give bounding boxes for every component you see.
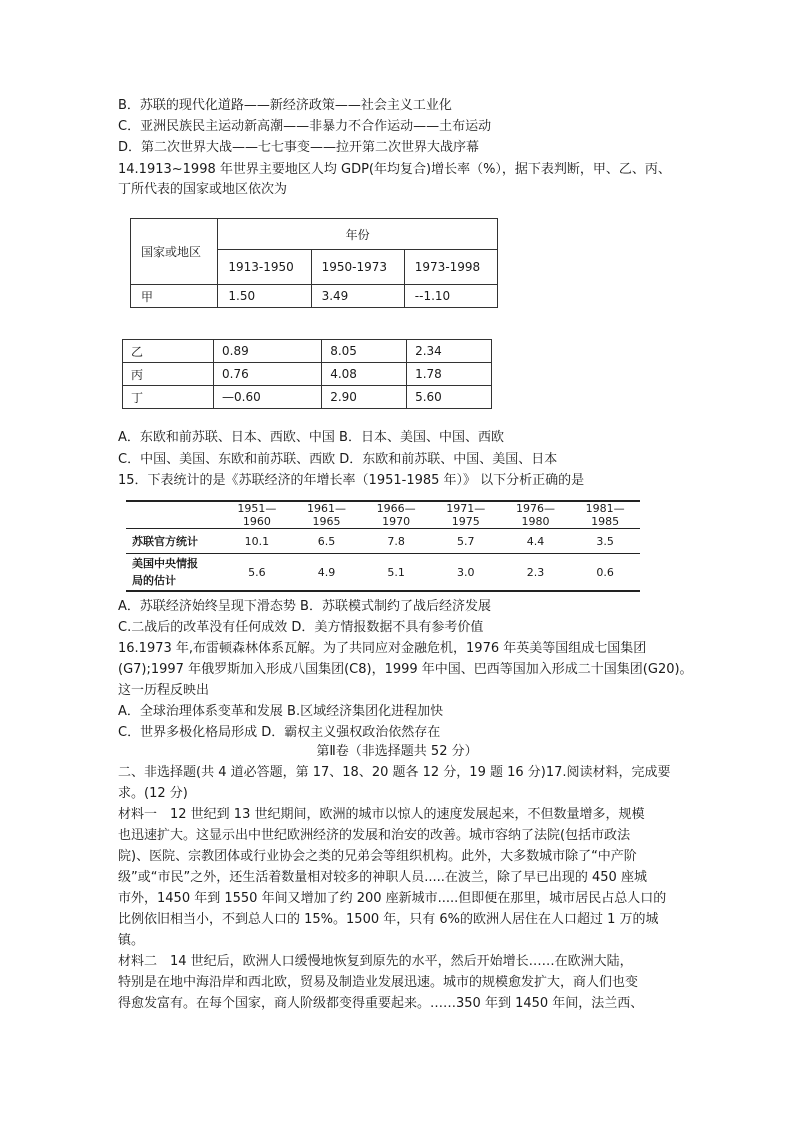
question-16-text: 16.1973 年,布雷顿森林体系瓦解。为了共同应对金融危机，1976 年英美等国组成七国集团: [118, 641, 647, 656]
material-2-line: 特别是在地中海沿岸和西北欧，贸易及制造业发展迅速。城市的规模愈发扩大，商人们也变: [118, 975, 639, 990]
material-2-line: 得愈发富有。在每个国家，商人阶级都变得重要起来。……350 年到 1450 年间，法兰西、: [118, 996, 644, 1011]
option-d-line: D．第二次世界大战——七七事变——拉开第二次世界大战序幕: [118, 140, 480, 155]
table-cell: 0.89: [214, 340, 322, 363]
table-cell: 6.5: [292, 529, 362, 554]
material-1-line: 院)、医院、宗教团体或行业协会之类的兄弟会等组织机构。此外，大多数城市除了“中产阶: [118, 849, 637, 864]
period-header: 1951—1960: [222, 501, 292, 529]
table-cell: 2.3: [501, 554, 571, 592]
row-label-line: 美国中央情报: [132, 557, 198, 570]
table-row: [123, 363, 492, 386]
table-cell: 8.05: [322, 340, 407, 363]
year-header: 年份: [218, 219, 498, 250]
section-2-title: 第Ⅱ卷（非选择题共 52 分）: [316, 744, 478, 759]
table-cell: 0.6: [570, 554, 640, 592]
row-label: 甲: [131, 285, 218, 308]
row-label: 乙: [123, 340, 214, 363]
period-header: 1950-1973: [311, 250, 404, 285]
q14-options-cd: C．中国、美国、东欧和前苏联、西欧 D．东欧和前苏联、中国、美国、日本: [118, 452, 558, 467]
row-label: 苏联官方统计: [126, 529, 222, 554]
option-b-line: B．苏联的现代化道路——新经济政策——社会主义工业化: [118, 98, 452, 113]
q14-options-ab: A．东欧和前苏联、日本、西欧、中国 B．日本、美国、中国、西欧: [118, 430, 504, 445]
table-15: [126, 500, 640, 592]
row-label: [126, 554, 222, 592]
row-label-line: 局的估计: [132, 574, 176, 587]
table-row: [123, 340, 492, 363]
q15-options-cd: C.二战后的改革没有任何成效 D．美方情报数据不具有参考价值: [118, 620, 484, 635]
table-cell: 4.9: [292, 554, 362, 592]
question-16-text-cont: (G7);1997 年俄罗斯加入形成八国集团(C8)，1999 年中国、巴西等国加入形成二十国集团(G20)。: [118, 662, 693, 677]
material-1-line: 材料一 12 世纪到 13 世纪期间，欧洲的城市以惊人的速度发展起来，不但数量增多，规模: [118, 807, 645, 822]
row-label: 丙: [123, 363, 214, 386]
period-header: 1973-1998: [404, 250, 497, 285]
table-row: [123, 386, 492, 409]
table-cell: 5.7: [431, 529, 501, 554]
table-row: [126, 529, 640, 554]
table-cell: 5.60: [407, 386, 492, 409]
table-cell: 1.50: [218, 285, 311, 308]
period-header: 1966—1970: [361, 501, 431, 529]
period-header: 1913-1950: [218, 250, 311, 285]
table-row: [131, 285, 498, 308]
table-cell: 5.6: [222, 554, 292, 592]
table-14-part1: [130, 218, 498, 308]
table-14-part2: [122, 339, 492, 409]
material-1-line: 镇。: [118, 933, 145, 948]
table-row: [126, 554, 640, 592]
table-cell: 0.76: [214, 363, 322, 386]
table-cell: 5.1: [361, 554, 431, 592]
nonchoice-instructions-cont: 求。(12 分): [118, 786, 188, 801]
table-cell: —0.60: [214, 386, 322, 409]
q15-options-ab: A．苏联经济始终呈现下滑态势 B．苏联模式制约了战后经济发展: [118, 599, 491, 614]
row-label: 丁: [123, 386, 214, 409]
table-cell: 3.0: [431, 554, 501, 592]
material-1-line: 比例依旧相当小，不到总人口的 15%。1500 年，只有 6%的欧洲人居住在人口超过 1 万的城: [118, 912, 659, 927]
question-16-text-end: 这一历程反映出: [118, 683, 210, 698]
table-cell: 7.8: [361, 529, 431, 554]
table-cell: 2.90: [322, 386, 407, 409]
table-cell: 4.08: [322, 363, 407, 386]
country-header: 国家或地区: [131, 219, 218, 285]
period-header: 1981—1985: [570, 501, 640, 529]
question-15-text: 15．下表统计的是《苏联经济的年增长率（1951-1985 年）》 以下分析正确的是: [118, 473, 585, 488]
material-1-line: 市外，1450 年到 1550 年间又增加了约 200 座新城市.....但即便在那里，城市居民占总人口的: [118, 891, 667, 906]
material-1-line: 也迅速扩大。这显示出中世纪欧洲经济的发展和治安的改善。城市容纳了法院(包括市政法: [118, 828, 631, 843]
q16-options-ab: A．全球治理体系变革和发展 B.区域经济集团化进程加快: [118, 704, 444, 719]
period-header: 1976—1980: [501, 501, 571, 529]
table-cell: 2.34: [407, 340, 492, 363]
option-c-line: C．亚洲民族民主运动新高潮——非暴力不合作运动——土布运动: [118, 119, 492, 134]
table-cell: 4.4: [501, 529, 571, 554]
material-1-line: 级”或“市民”之外，还生活着数量相对较多的神职人员.....在波兰，除了早已出现的 450 座城: [118, 870, 647, 885]
material-2-line: 材料二 14 世纪后，欧洲人口缓慢地恢复到原先的水平，然后开始增长……在欧洲大陆，: [118, 954, 633, 969]
period-header: 1961—1965: [292, 501, 362, 529]
period-header: 1971—1975: [431, 501, 501, 529]
nonchoice-instructions: 二、非选择题(共 4 道必答题，第 17、18、20 题各 12 分，19 题 16 分)17.阅读材料，完成要: [118, 765, 671, 780]
table-cell: 3.5: [570, 529, 640, 554]
table-cell: --1.10: [404, 285, 497, 308]
question-14-text-cont: 丁所代表的国家或地区依次为: [118, 182, 288, 197]
question-14-text: 14.1913~1998 年世界主要地区人均 GDP(年均复合)增长率（%），据下表判断，甲、乙、丙、: [118, 162, 671, 177]
table-cell: 10.1: [222, 529, 292, 554]
table-cell: 1.78: [407, 363, 492, 386]
table-cell: 3.49: [311, 285, 404, 308]
q16-options-cd: C．世界多极化格局形成 D．霸权主义强权政治依然存在: [118, 725, 441, 740]
